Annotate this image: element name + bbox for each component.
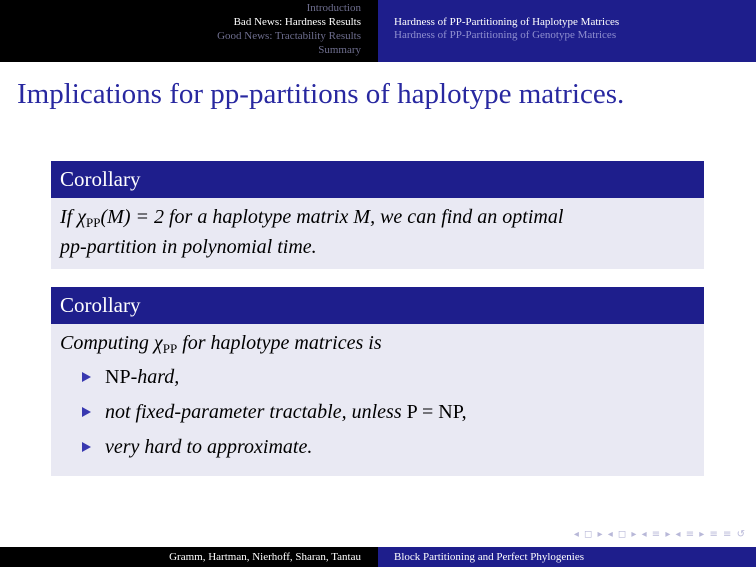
footline-bar: [0, 547, 756, 567]
if-word: If: [60, 206, 73, 228]
lead-text: Computing: [60, 332, 149, 354]
item-text: very hard to approximate.: [105, 436, 313, 458]
block-title: Corollary: [51, 161, 704, 198]
subsection-link-haplotype[interactable]: Hardness of PP-Partitioning of Haplotype Matrices: [394, 16, 620, 28]
property-list: [60, 363, 695, 468]
section-link-summary[interactable]: Summary: [318, 44, 361, 56]
footer-authors: Gramm, Hartman, Nierhoff, Sharan, Tantau: [0, 547, 378, 567]
subsection-link-genotype[interactable]: Hardness of PP-Partitioning of Genotype Matrices: [394, 29, 617, 41]
block-body: [51, 324, 704, 476]
frame-title: Implications for pp-partitions of haplotype matrices.: [17, 78, 625, 110]
list-item: [80, 433, 695, 468]
corollary-lead: [60, 329, 695, 359]
block-title: Corollary: [51, 287, 704, 324]
item-text: not fixed-parameter tractable, unless: [105, 401, 402, 423]
chi-subscript: PP: [86, 215, 101, 230]
section-link-introduction[interactable]: Introduction: [306, 2, 361, 14]
item-upright-text: NP: [105, 366, 131, 388]
subsection-navigation: [378, 0, 756, 62]
corollary-text: , we can find an optimal: [370, 206, 564, 228]
section-link-good-news[interactable]: Good News: Tractability Results: [217, 30, 361, 42]
item-punctuation: ,: [461, 401, 467, 423]
item-upright-text: P = NP: [406, 401, 462, 423]
chi-expression: (M) = 2: [100, 206, 164, 228]
corollary-block-2: [51, 287, 704, 476]
block-body: [51, 198, 704, 269]
lead-text: for haplotype matrices is: [182, 332, 382, 354]
chi-symbol: χ: [77, 206, 87, 228]
item-text: -hard,: [130, 366, 180, 388]
section-link-bad-news[interactable]: Bad News: Hardness Results: [233, 16, 361, 28]
list-item: [80, 363, 695, 398]
headline-bar: [0, 0, 756, 62]
chi-subscript: PP: [162, 341, 178, 356]
corollary-line-1: [60, 203, 695, 233]
corollary-block-1: [51, 161, 704, 269]
bullet-triangle-icon: [82, 442, 91, 452]
list-item: [80, 398, 695, 433]
corollary-text: for a haplotype matrix: [168, 206, 349, 228]
section-navigation: [0, 0, 378, 62]
navigation-symbols-icon[interactable]: ◂ ◻ ▸ ◂ ◻ ▸ ◂ ≡ ▸ ◂ ≡ ▸ ≡ ≡ ↺: [573, 529, 746, 540]
footer-title: Block Partitioning and Perfect Phylogenies: [378, 547, 756, 567]
chi-symbol: χ: [153, 332, 163, 354]
matrix-variable: M: [353, 206, 371, 228]
bullet-triangle-icon: [82, 407, 91, 417]
corollary-line-2: pp-partition in polynomial time.: [60, 236, 317, 258]
bullet-triangle-icon: [82, 372, 91, 382]
